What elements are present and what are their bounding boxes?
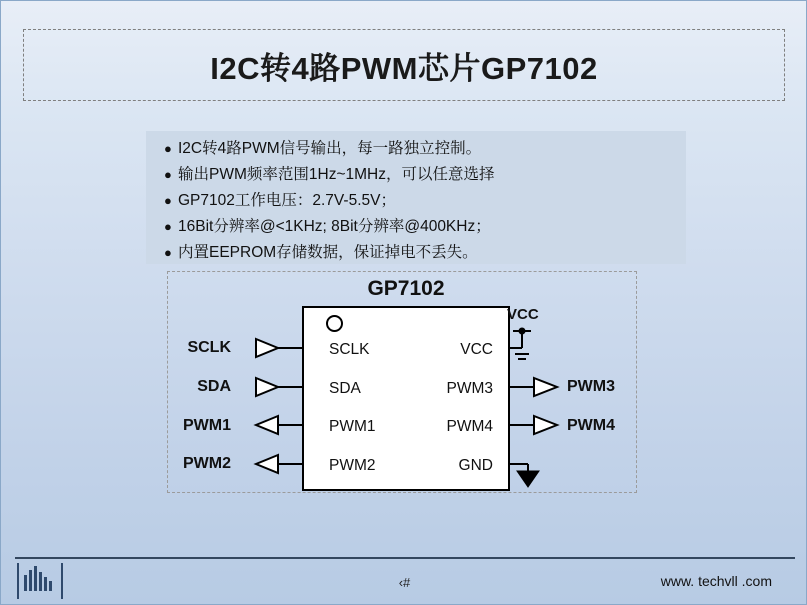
slide-number: ‹# — [398, 575, 411, 590]
bullet-marker-icon: ● — [164, 244, 172, 260]
inner-pin-sda: SDA — [329, 380, 361, 397]
external-label-pwm2: PWM2 — [183, 455, 231, 472]
bullet-text: 16Bit分辨率@<1KHz; 8Bit分辨率@400KHz； — [178, 217, 491, 235]
bullet-text: 输出PWM频率范围1Hz~1MHz，可以任意选择 — [178, 165, 495, 183]
diagram-wiring — [1, 1, 807, 605]
page-title: I2C转4路PWM芯片GP7102 — [210, 50, 598, 86]
external-label-vcc: VCC — [507, 306, 539, 323]
footer-divider — [15, 557, 795, 559]
bullet-marker-icon: ● — [164, 141, 172, 156]
inner-pin-pwm3: PWM3 — [446, 380, 493, 397]
inner-pin-pwm1: PWM1 — [329, 418, 376, 435]
external-label-pwm3: PWM3 — [567, 378, 615, 395]
bullet-text: 内置EEPROM存储数据，保证掉电不丢失。 — [178, 243, 478, 261]
external-label-pwm4: PWM4 — [567, 417, 615, 434]
bullet-text: I2C转4路PWM信号输出，每一路独立控制。 — [178, 140, 482, 157]
bullet-text: GP7102工作电压：2.7V-5.5V； — [178, 191, 396, 209]
footer-website: www. techvll .com — [660, 573, 772, 589]
inner-pin-gnd: GND — [458, 457, 493, 474]
inner-pin-pwm4: PWM4 — [446, 418, 493, 435]
bullet-marker-icon: ● — [164, 166, 172, 182]
bullet-marker-icon: ● — [164, 192, 172, 208]
external-label-sda: SDA — [197, 378, 231, 395]
inner-pin-pwm2: PWM2 — [329, 457, 376, 474]
inner-pin-vcc: VCC — [460, 341, 493, 358]
bullet-marker-icon: ● — [164, 218, 172, 234]
chip-name-label: GP7102 — [367, 277, 445, 300]
external-label-sclk: SCLK — [187, 339, 231, 356]
external-label-pwm1: PWM1 — [183, 417, 231, 434]
inner-pin-sclk: SCLK — [329, 341, 370, 358]
